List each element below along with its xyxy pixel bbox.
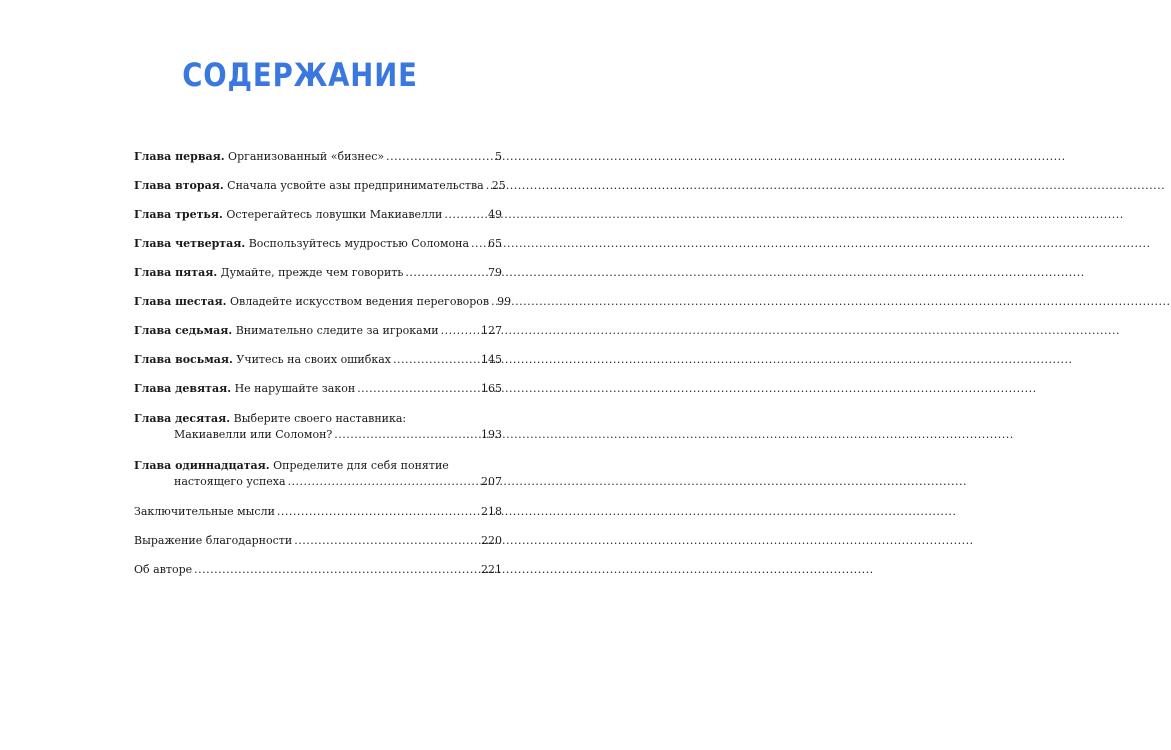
toc-entry-chapter-8[interactable] (134, 353, 502, 367)
toc-entry-second-line (134, 427, 502, 443)
toc-entry-second-line (134, 474, 502, 490)
toc-entry-text (134, 208, 442, 222)
chapter-label: Глава восьмая. (134, 353, 233, 366)
toc-entry-chapter-1[interactable] (134, 150, 502, 164)
page-number: 221 (481, 563, 502, 576)
dot-leader (444, 208, 486, 222)
toc-entry-chapter-7[interactable] (134, 324, 502, 338)
chapter-label: Глава вторая. (134, 179, 224, 192)
page-number: 5 (495, 150, 502, 163)
chapter-title: Учитесь на своих ошибках (236, 353, 392, 366)
toc-entry-chapter-2[interactable] (134, 179, 506, 193)
chapter-title: Остерегайтесь ловушки Макиавелли (226, 208, 443, 221)
page-title: СОДЕРЖАНИЕ (182, 56, 418, 94)
chapter-title-line1: Выберите своего наставника: (233, 412, 407, 425)
page-number: 79 (488, 266, 502, 279)
chapter-title: Внимательно следите за игроками (235, 324, 439, 337)
toc-entry-chapter-6[interactable] (134, 295, 512, 309)
page-number: 193 (481, 428, 502, 441)
toc-entry-chapter-10[interactable] (134, 411, 502, 443)
dot-leader (441, 324, 479, 338)
chapter-title-line2: настоящего успеха (174, 475, 286, 488)
page-number: 165 (481, 382, 502, 395)
toc-entry-text (134, 353, 391, 367)
toc-entry-text (134, 150, 384, 164)
toc-entry-chapter-9[interactable] (134, 382, 502, 396)
toc-entry-text (134, 324, 439, 338)
dot-leader (357, 382, 479, 396)
dot-leader (491, 295, 495, 309)
chapter-title: Думайте, прежде чем говорить (220, 266, 404, 279)
chapter-title: Сначала усвойте азы предпринимательства (227, 179, 484, 192)
page-number: 220 (481, 534, 502, 547)
toc-entry-title: Выражение благодарности (134, 534, 293, 547)
toc-entry-chapter-11[interactable] (134, 458, 502, 490)
toc-entry-about-author[interactable] (134, 563, 502, 577)
table-of-contents (134, 150, 512, 592)
dot-leader (277, 505, 479, 519)
chapter-label: Глава седьмая. (134, 324, 233, 337)
dot-leader (486, 179, 490, 193)
page-number: 25 (491, 179, 506, 192)
chapter-title: Организованный «бизнес» (228, 150, 385, 163)
chapter-label: Глава десятая. (134, 412, 231, 425)
chapter-label: Глава четвертая. (134, 237, 246, 250)
chapter-label: Глава девятая. (134, 382, 232, 395)
toc-entry-chapter-3[interactable] (134, 208, 502, 222)
page-number: 65 (488, 237, 502, 250)
page-number: 145 (481, 353, 502, 366)
chapter-title: Овладейте искусством ведения переговоров (230, 295, 490, 308)
chapter-title: Не нарушайте закон (234, 382, 356, 395)
toc-entry-conclusion[interactable] (134, 505, 502, 519)
chapter-title: Воспользуйтесь мудростью Соломона (248, 237, 470, 250)
chapter-label: Глава пятая. (134, 266, 218, 279)
dot-leader (471, 237, 486, 251)
toc-entry-first-line (134, 458, 502, 474)
page-number: 207 (481, 475, 502, 488)
page-number: 49 (488, 208, 502, 221)
toc-entry-first-line (134, 411, 502, 427)
chapter-label: Глава первая. (134, 150, 225, 163)
toc-entry-chapter-4[interactable] (134, 237, 502, 251)
dot-leader (294, 534, 479, 548)
chapter-title-line2: Макиавелли или Соломон? (174, 428, 333, 441)
toc-entry-title: Заключительные мысли (134, 505, 275, 518)
toc-entry-acknowledgements[interactable] (134, 534, 502, 548)
dot-leader (288, 474, 479, 490)
page-number: 99 (497, 295, 512, 308)
dot-leader (386, 150, 493, 164)
dot-leader (393, 353, 479, 367)
dot-leader (194, 563, 479, 577)
chapter-label: Глава третья. (134, 208, 223, 221)
chapter-title-line1: Определите для себя понятие (273, 459, 449, 472)
toc-entry-text (134, 295, 489, 309)
chapter-label: Глава одиннадцатая. (134, 459, 270, 472)
page-number: 127 (481, 324, 502, 337)
toc-entry-text (134, 382, 355, 396)
page-number: 218 (481, 505, 502, 518)
toc-entry-text (134, 266, 403, 280)
toc-entry-chapter-5[interactable] (134, 266, 502, 280)
dot-leader (334, 427, 479, 443)
chapter-label: Глава шестая. (134, 295, 227, 308)
dot-leader (405, 266, 486, 280)
toc-entry-text (134, 179, 484, 193)
toc-entry-text (134, 237, 469, 251)
toc-entry-title: Об авторе (134, 563, 193, 576)
